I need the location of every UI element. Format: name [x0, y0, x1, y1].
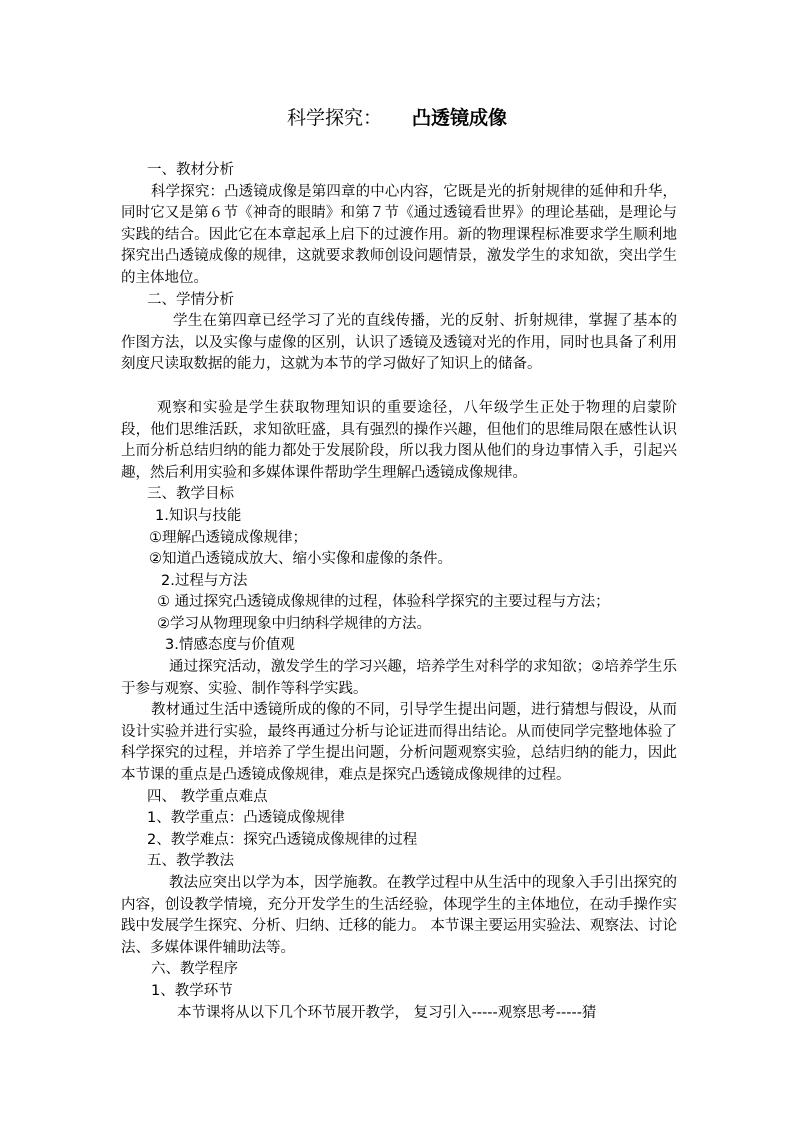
subheading-teaching-steps: 1、教学环节 [151, 982, 233, 999]
section-heading-6: 六、教学程序 [151, 961, 238, 978]
title-prefix: 科学探究： [286, 107, 382, 129]
paragraph-teaching-methods: 教法应突出以学为本，因学施教。在教学过程中从生活中的现象入手引出探究的内容，创设教学情境，充分开发学生的生活经验，体现学生的主体地位，在动手操作实践中发展学生探究、分析、归纳、迁移的能力。 本节课主要运用实验法、观察法、讨论法、多媒体课件辅助法等。 [121, 875, 677, 956]
paragraph-textbook-analysis: 科学探究：凸透镜成像是第四章的中心内容，它既是光的折射规律的延伸和升华，同时它又是第６节《神奇的眼睛》和第７节《通过透镜看世界》的理论基础，是理论与实践的结合。因此它在本章起承上启下的过渡作用。新的物理课程标准要求学生顺利地探究出凸透镜成像的规律，这就要求教师创设问题情景，激发学生的求知欲，突出学生的主体地位。 [121, 183, 677, 286]
list-item: 2、教学难点：探究凸透镜成像规律的过程 [147, 831, 418, 848]
subheading-knowledge-skills: 1.知识与技能 [155, 507, 242, 524]
document-body [121, 160, 677, 1024]
paragraph-emotion-values: 通过探究活动，激发学生的学习兴趣，培养学生对科学的求知欲；②培养学生乐于参与观察、实验、制作等科学实践。 [121, 659, 677, 697]
subheading-emotion-values: 3.情感态度与价值观 [165, 637, 295, 654]
page-title [0, 104, 794, 132]
section-heading-4: 四、 教学重点难点 [147, 788, 268, 805]
paragraph-student-analysis-1: 学生在第四章已经学习了光的直线传播，光的反射、折射规律，掌握了基本的作图方法，以及实像与虚像的区别，认识了透镜及透镜对光的作用，同时也具备了利用刻度尺读取数据的能力，这就为本节的学习做好了知识上的储备。 [121, 313, 677, 373]
list-item: ②学习从物理现象中归纳科学规律的方法。 [157, 615, 431, 632]
list-item: ①理解凸透镜成像规律； [149, 529, 307, 546]
section-heading-5: 五、教学教法 [147, 853, 234, 870]
subheading-process-methods: 2.过程与方法 [161, 572, 248, 589]
list-item: ① 通过探究凸透镜成像规律的过程，体验科学探究的主要过程与方法； [157, 594, 610, 611]
paragraph-teaching-steps: 本节课将从以下几个环节展开教学， 复习引入-----观察思考-----猜 [177, 1004, 597, 1021]
list-item: 1、教学重点：凸透镜成像规律 [147, 810, 345, 827]
paragraph-student-analysis-2: 观察和实验是学生获取物理知识的重要途径，八年级学生正处于物理的启蒙阶段，他们思维活跃，求知欲旺盛，具有强烈的操作兴趣，但他们的思维局限在感性认识上而分析总结归纳的能力都处于发展阶段，所以我力图从他们的身边事情入手，引起兴趣，然后利用实验和多媒体课件帮助学生理解凸透镜成像规律。 [121, 399, 677, 481]
spacer [121, 376, 677, 398]
section-heading-1: 一、教材分析 [147, 162, 234, 178]
paragraph-textbook-summary: 教材通过生活中透镜所成的像的不同，引导学生提出问题，进行猜想与假设，从而设计实验并进行实验，最终再通过分析与论证进而得出结论。从而使同学完整地体验了科学探究的过程，并培养了学生提出问题，分析问题观察实验，总结归纳的能力，因此本节课的重点是凸透镜成像规律，难点是探究凸透镜成像规律的过程。 [121, 702, 677, 784]
list-item: ②知道凸透镜成放大、缩小实像和虚像的条件。 [149, 551, 452, 568]
section-heading-3: 三、教学目标 [147, 486, 234, 503]
title-main: 凸透镜成像 [412, 107, 508, 129]
section-heading-2: 二、学情分析 [147, 291, 234, 308]
